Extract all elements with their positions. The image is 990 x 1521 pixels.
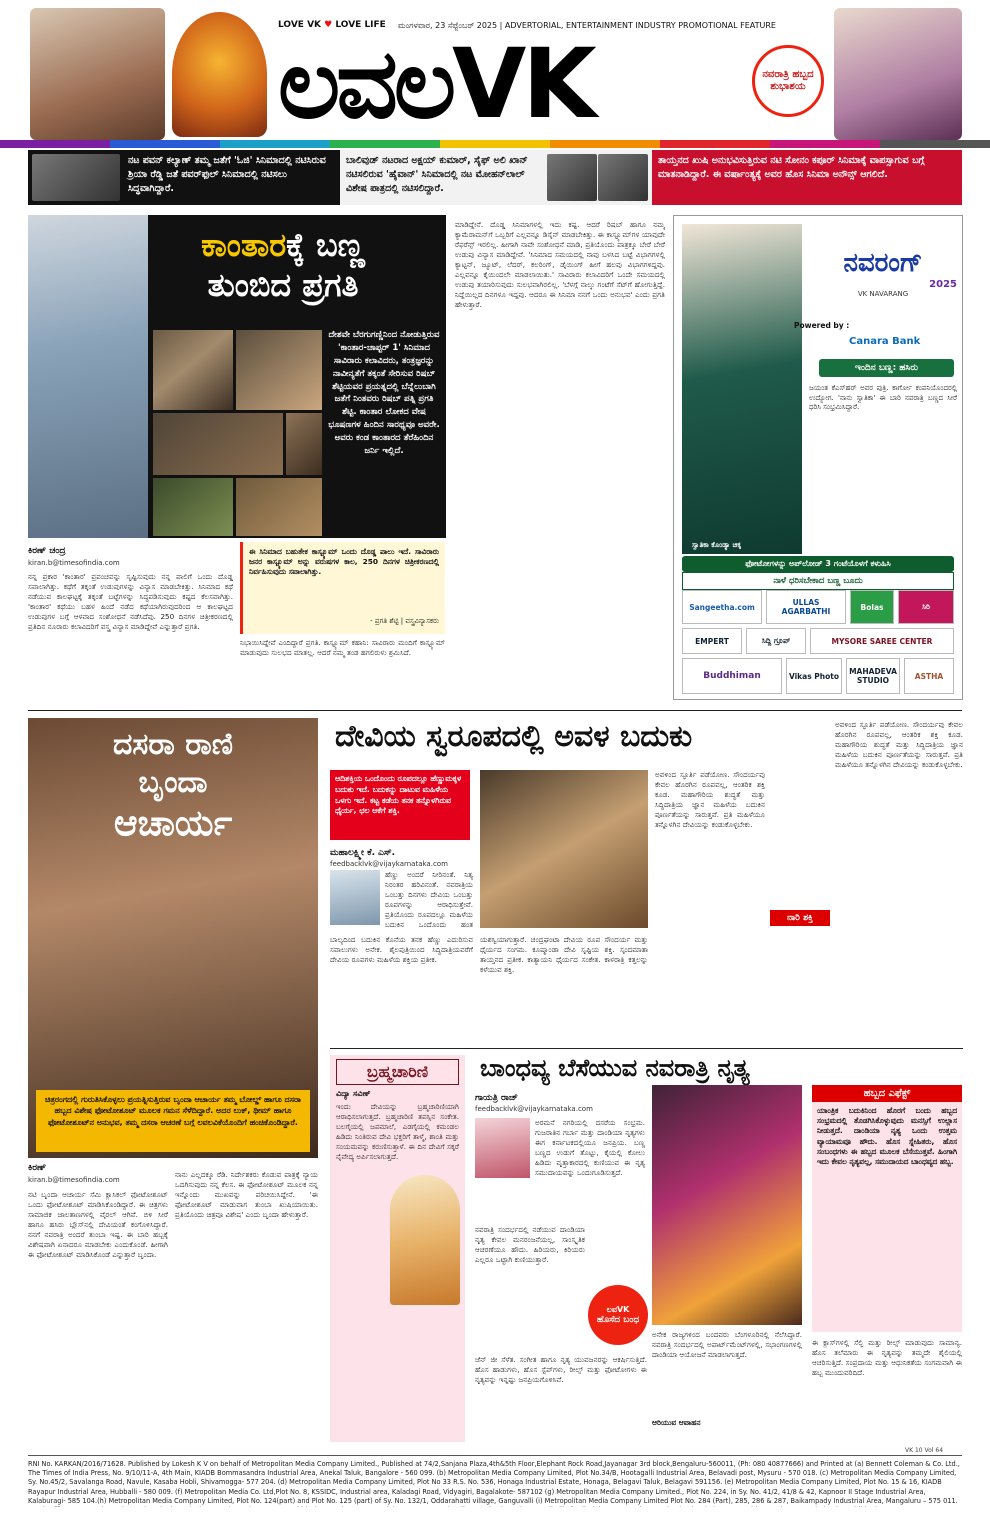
masthead xyxy=(0,0,990,150)
bandhavya-byline: ಗಾಯತ್ರಿ ರಾಜ್ xyxy=(475,1093,518,1103)
teaser-strip xyxy=(28,150,962,205)
devi-photo xyxy=(480,770,648,928)
set-photo xyxy=(236,478,322,536)
color-bar-segment xyxy=(0,140,110,148)
bandhavya-body3: ಜೆನ್ ಜೀ ಸೆಳೆತ. ಸಂಗೀತ ಹಾಗೂ ನೃತ್ಯ ಯುವಜನರನ್ನು ಆಕರ್ಷಿಸುತ್ತಿದೆ. ಹೊಸ ಹಾಡುಗಳು, ಹೊಸ ಸ್ಟೆಪ್‌ಗಳು, ರೀಲ್ಸ್ ಮತ್ತು ಫೋಟೋಗಳು ಈ ನೃತ್ಯವನ್ನು ಇನ್ನಷ್ಟು ಜನಪ್ರಿಯಗೊಳಿಸಿವೆ. xyxy=(475,1355,647,1384)
dasara-caption-box: ಚಿತ್ರರಂಗದಲ್ಲಿ ಗುರುತಿಸಿಕೊಳ್ಳಲು ಪ್ರಯತ್ನಿಸುತ್ತಿರುವ ಬೃಂದಾ ಆಚಾರ್ಯ ತಮ್ಮ ಬೋಲ್ಡ್ ಹಾಗೂ ದಸರಾ ಹಬ್ಬದ ವಿಶೇಷ ಫೋಟೋಶೂಟ್ ಮೂಲಕ ಗಮನ ಸೆಳೆದಿದ್ದಾರೆ. ಅದರ ಲುಕ್, ಥೀಮ್ ಹಾಗೂ ಫೋಟೋಶೂಟ್‌ನ ಅನುಭವ, ತಮ್ಮ ದಸರಾ ಆಚರಣೆ ಬಗ್ಗೆ ಲವಲವಿಕೆಯೊಂದಿಗೆ ಹಂಚಿಕೊಂಡಿದ್ದಾರೆ. xyxy=(36,1090,310,1152)
teaser-3[interactable]: ತಾಯ್ತನದ ಖುಷಿ ಅನುಭವಿಸುತ್ತಿರುವ ನಟಿ ಸೋನಂ ಕಪೂರ್ ಸಿನಿಮಾಕ್ಕೆ ವಾಪಸ್ಸಾಗುವ ಬಗ್ಗೆ ಮಾತನಾಡಿದ್ದಾರೆ. ಈ ವರ್ಷಾಂತ್ಯಕ್ಕೆ ಅವರ ಹೊಸ ಸಿನಿಮಾ ಅನೌನ್ಸ್ ಆಗಲಿದೆ. xyxy=(652,150,962,205)
bandhavya-body2: ನವರಾತ್ರಿ ಸಂದರ್ಭದಲ್ಲಿ ನಡೆಯುವ ದಾಂಡಿಯಾ ನೃತ್ಯ ಕೇವಲ ಮನರಂಜನೆಯಲ್ಲ, ಸಾಂಸ್ಕೃತಿಕ ಆಚರಣೆಯೂ ಹೌದು. ಹಿರಿಯರು, ಕಿರಿಯರು ಎಲ್ಲರೂ ಒಟ್ಟಾಗಿ ಕುಣಿಯುತ್ತಾರೆ. xyxy=(475,1225,585,1264)
set-photo xyxy=(153,413,283,475)
tagline: LOVE VK ♥ LOVE LIFE xyxy=(278,20,386,30)
bandhavya-email: feedbacklvk@vijaykarnataka.com xyxy=(475,1105,593,1113)
kantara-quote-credit: - ಪ್ರಗತಿ ಶೆಟ್ಟಿ | ವಸ್ತ್ರವಿನ್ಯಾಸಕರು xyxy=(370,617,439,625)
brahmacharini-illustration xyxy=(390,1175,460,1305)
durga-illustration xyxy=(172,12,267,137)
kantara-headline: ಕಾಂತಾರಕ್ಕೆ ಬಣ್ಣ ತುಂಬಿದ ಪ್ರಗತಿ xyxy=(201,226,365,304)
bandhavya-body5: ಈ ಕ್ಲಾಸ್‌ಗಳಲ್ಲಿ ಸೆಲ್ಫಿ ಮತ್ತು ರೀಲ್ಸ್ ಮಾಡುವುದು ಸಾಮಾನ್ಯ. ಹೊಸ ತಲೆಮಾರು ಈ ನೃತ್ಯವನ್ನು ತಮ್ಮದೇ ಶೈಲಿಯಲ್ಲಿ ಆಚರಿಸುತ್ತಿದೆ. ಸಂಪ್ರದಾಯ ಮತ್ತು ಆಧುನಿಕತೆಯ ಸಂಗಮವಾಗಿ ಈ ಹಬ್ಬ ಮುಂದುವರಿದಿದೆ. xyxy=(812,1338,962,1377)
divider xyxy=(28,710,962,711)
set-photo xyxy=(153,330,233,410)
model-photo-right xyxy=(834,8,962,140)
kantara-quote-box xyxy=(240,542,445,634)
dasara-photo xyxy=(28,718,318,1158)
color-bar-segment xyxy=(770,140,880,148)
dasara-body2: ನಾನು ಎಲ್ಲದಕ್ಕೂ ರೆಡಿ. ನಿರ್ದೇಶಕರು ಕೊಡುವ ಪಾತ್ರಕ್ಕೆ ನ್ಯಾಯ ಒದಗಿಸುವುದು ನನ್ನ ಕೆಲಸ. ಈ ಫೋಟೋಶೂಟ್ ಮೂಲಕ ನನ್ನ ಇನ್ನೊಂದು ಮುಖವನ್ನು ಪರಿಚಯಿಸಿದ್ದೇನೆ. 'ಈ ಫೋಟೋಶೂಟ್ ಮಾಡುವಾಗ ತುಂಬಾ ಖುಷಿಯಾಯಿತು. ಪ್ರತಿಯೊಂದು ಚಿತ್ರವೂ ವಿಶೇಷ' ಎಂದು ಬೃಂದಾ ಹೇಳುತ್ತಾರೆ. xyxy=(175,1170,318,1219)
kantara-email: kiran.b@timesofindia.com xyxy=(28,559,120,567)
devi-email: feedbacklvk@vijaykarnataka.com xyxy=(330,860,448,868)
logo-text: ಲವಲVK xyxy=(278,28,593,140)
sponsor-logo: Sangeetha.com xyxy=(682,590,762,624)
devi-body1: ಹೆಣ್ಣು ಅಂದರೆ ನೀರಿನಂತೆ. ನಿತ್ಯ ನಿರಂತರ ಹರಿವಿನಂತೆ. ನವರಾತ್ರಿಯ ಒಂಬತ್ತು ದಿನಗಳು ದೇವಿಯ ಒಂಬತ್ತು ರೂಪಗಳನ್ನು ಆರಾಧಿಸುತ್ತೇವೆ. ಪ್ರತಿಯೊಂದು ರೂಪದಲ್ಲೂ ಮಹಿಳೆಯ ಬದುಕಿನ ಒಂದೊಂದು ಹಂತ xyxy=(385,870,473,929)
sponsor-logo: EMPERT xyxy=(682,628,742,654)
ad-description: ಜಯಂತ ಕೆಎಸ್‌ಹರ್ ಅವರ ಪುತ್ರಿ. ಕಾರ್ಗೋ ಕಂಪನಿಯೊಂದರಲ್ಲಿ ಉದ್ಯೋಗ. 'ನಾನು ಸ್ವಾತಿಕಾ' ಈ ಬಾರಿ ನವರಾತ್ರಿ ಬಣ್ಣದ ಸೀರೆ ಧರಿಸಿ ಸಂಭ್ರಮಿಸಿದ್ದಾರೆ. xyxy=(809,384,957,412)
dateline: ಮಂಗಳವಾರ, 23 ಸೆಪ್ಟೆಂಬರ್ 2025 | ADVERTORIAL, ENTERTAINMENT INDUSTRY PROMOTIONAL FEATURE xyxy=(398,21,776,30)
devi-body2: ಬಾಲ್ಯದಿಂದ ಬದುಕಿನ ಕೊನೆಯ ತನಕ ಹೆಣ್ಣು ಎದುರಿಸುವ ಸವಾಲುಗಳು ಅನೇಕ. ಶೈಲಪುತ್ರಿಯಿಂದ ಸಿದ್ಧಿದಾತ್ರಿಯವರೆಗೆ ದೇವಿಯ ರೂಪಗಳು ಮಹಿಳೆಯ ಶಕ್ತಿಯ ಪ್ರತೀಕ. xyxy=(330,935,473,964)
sponsor-logo: Bolas xyxy=(850,590,894,624)
color-bar-segment xyxy=(330,140,440,148)
devi-headline: ದೇವಿಯ ಸ್ವರೂಪದಲ್ಲಿ ಅವಳ ಬದುಕು xyxy=(335,719,693,754)
bandhavya-body4: ಅನೇಕ ರಾಜ್ಯಗಳಿಂದ ಬಂದವರು ಬೆಂಗಳೂರಿನಲ್ಲಿ ನೆಲೆಸಿದ್ದಾರೆ. ನವರಾತ್ರಿ ಸಂದರ್ಭದಲ್ಲಿ ಅಪಾರ್ಟ್‌ಮೆಂಟ್‌ಗಳಲ್ಲಿ, ಸಭಾಂಗಣಗಳಲ್ಲಿ ದಾಂಡಿಯಾ ಆಯೋಜನೆ ಮಾಡಲಾಗುತ್ತದೆ. xyxy=(652,1330,802,1359)
kantara-quote: ಈ ಸಿನಿಮಾದ ಬಹುತೇಕ ಕಾಸ್ಟ್ಯೂಮ್ ಒಂದು ದೊಡ್ಡ ಪಾಲು ಇದೆ. ಸಾವಿರಾರು ಜನರ ಕಾಸ್ಟ್ಯೂಮ್ ಅನ್ನು ವರುಷಗಳ ಕಾಲ, 250 ದಿನಗಳ ಚಿತ್ರೀಕರಣದಲ್ಲಿ ನಿರ್ವಹಿಸುವುದು ಸವಾಲಾಗಿತ್ತು. xyxy=(249,547,439,577)
dasara-email: kiran.b@timesofindia.com xyxy=(28,1176,120,1184)
brahmacharini-title: ಬ್ರಹ್ಮಚಾರಿಣಿ xyxy=(336,1059,459,1085)
set-photo xyxy=(153,478,233,536)
set-photo xyxy=(286,413,322,475)
bandhavya-body1: ಅರಮನೆ ನಗರಿಯಲ್ಲಿ ದಸರೆಯ ಸಂಭ್ರಮ. ಗುಜರಾತಿನ ಗರ್ಬಾ ಮತ್ತು ದಾಂಡಿಯಾ ನೃತ್ಯಗಳು ಈಗ ಕರ್ನಾಟಕದಲ್ಲಿಯೂ ಜನಪ್ರಿಯ. ಬಣ್ಣ ಬಣ್ಣದ ಉಡುಗೆ ತೊಟ್ಟು, ಕೈಯಲ್ಲಿ ಕೋಲು ಹಿಡಿದು ವೃತ್ತಾಕಾರದಲ್ಲಿ ಕುಣಿಯುವ ಈ ನೃತ್ಯ ಸಮುದಾಯವನ್ನು ಒಂದುಗೂಡಿಸುತ್ತದೆ. xyxy=(535,1118,645,1177)
footer-vol: VK 10 Vol 64 xyxy=(905,1447,944,1454)
greeting-badge: ನವರಾತ್ರಿ ಹಬ್ಬದ ಶುಭಾಶಯ xyxy=(752,45,824,117)
ad-banner-upload: ಫೋಟೋಗಳನ್ನು ಅಪ್‌ಲೋಡ್ 3 ಗಂಟೆಯೊಳಗೆ ಕಳುಹಿಸಿ xyxy=(682,556,954,572)
imprint-footer: RNI No. KARKAN/2016/71628. Published by Lokesh K V on behalf of Metropolitan Media Company Limited., Published at 74/2,Sanjana Plaza,4th&5th Floor,Elephant Rock Road,Jayanagar 3rd block,Bengaluru-560011, (Ph: 080 40877666) and Printed at (a) Bennett Coleman & Co. Ltd., The Times of India Press, No. 9/10/11-A, 4th Main, KIADB Bommasandra Industrial Area, Anekal Taluk, Bangalore - 560 099. (b) Metropolitan Media Company Limited, Plot No.34/B, Hootagalli Industrial Area, Belavadi post, Mysuru - 570 018. (c) Metropolitan Media Company Limited, Sy. No.45/2, Savalanga Road, Navule, Kasaba Hobli, Shivamogga- 577 204. (d) Metropolitan Media Company Limited, Plot No 33 R.S. No. 536, Honaga Industrial Estate, Honaga, Belagavi Taluk, Belagavi 591156. (e) Metropolitan Media Company Limited, Plot No. 15 & 16, KIADB Rayapur Industrial Area, Hubballi - 580 009. (f) Metropolitan Media Co. Ltd,Plot No. 8, KSSIDC, Industrial area, Kaladagi Road, Vidyagiri, Bagalakote- 587102 (g) Metropolitan Media Company Limited., Plot No. 224, in Sy. No. 41/2, 41/8 & 42, Kapnoor II Stage Industrial Area, Kalaburagi- 585 104.(h) Metropolitan Media Company Limited, Plot No. 124(part) and Plot No. 125 (part) of Sy. No. 132/1, Oddarahatti village, Ganguvalli (i) Metropolitan Media Company Limited Plot No. 284 (Part), 285, 286 & 287, Baikampady Industrial Area, Mangaluru – 575 011. xyxy=(28,1455,962,1507)
teaser-thumb xyxy=(598,154,648,201)
sponsor-logo: MAHADEVA STUDIO xyxy=(846,658,900,694)
brahmacharini-body: ಇಂದು ದೇವಿಯನ್ನು ಬ್ರಹ್ಮಚಾರಿಣಿಯಾಗಿ ಆರಾಧಿಸಲಾಗುತ್ತದೆ. ಬ್ರಹ್ಮಚಾರಿಣಿ ತಪಸ್ಸಿನ ಸಂಕೇತ. ಬಲಗೈಯಲ್ಲಿ ಜಪಮಾಲೆ, ಎಡಗೈಯಲ್ಲಿ ಕಮಂಡಲ ಹಿಡಿದು ನಿಂತಿರುವ ದೇವಿ ಭಕ್ತರಿಗೆ ತಾಳ್ಮೆ, ಶಾಂತಿ ಮತ್ತು ಸಂಯಮವನ್ನು ಕರುಣಿಸುತ್ತಾಳೆ. ಈ ದಿನ ದೇವಿಗೆ ಸಕ್ಕರೆ ನೈವೇದ್ಯ ಅರ್ಪಿಸಲಾಗುತ್ತದೆ. xyxy=(336,1102,459,1161)
habbada-effect-box: ಯಾಂತ್ರಿಕ ಬದುಕಿನಿಂದ ಹೊರಗೆ ಬಂದು ಹಬ್ಬದ ಸಂಭ್ರಮದಲ್ಲಿ ತೊಡಗಿಸಿಕೊಳ್ಳುವುದು ಮನಸ್ಸಿಗೆ ಉಲ್ಲಾಸ ನೀಡುತ್ತದೆ. ದಾಂಡಿಯಾ ನೃತ್ಯ ಒಂದು ಉತ್ತಮ ವ್ಯಾಯಾಮವೂ ಹೌದು. ಹೊಸ ಸ್ನೇಹಿತರು, ಹೊಸ ಸಂಬಂಧಗಳು ಈ ಹಬ್ಬದ ಮೂಲಕ ಬೆಸೆಯುತ್ತವೆ. ಹಿಂಗಾಗಿ ಇದು ಕೇವಲ ನೃತ್ಯವಲ್ಲ, ಸಮುದಾಯದ ಬಾಂಧವ್ಯದ ಹಬ್ಬ. xyxy=(812,1102,962,1332)
color-bar-segment xyxy=(440,140,550,148)
sponsor-logo: ಸಿದ್ದಿ ಗ್ರೂಪ್ xyxy=(746,628,806,654)
teaser-thumb xyxy=(32,154,120,201)
ad-model-name: ಸ್ವಾತಿಕಾ ಕೊಂಡ್ಯಾ ಚಿಕ್ಕ xyxy=(692,541,742,549)
brahmacharini-byline: ವಿದ್ಯಾ ಸವಿಣ್ xyxy=(336,1089,371,1098)
teaser-1[interactable]: ನಟ ಪವನ್ ಕಲ್ಯಾಣ್ ತಮ್ಮ ಜತೆಗೆ 'ಓಜಿ' ಸಿನಿಮಾದಲ್ಲಿ ನಟಿಸಿರುವ ಶ್ರಿಯಾ ರೆಡ್ಡಿ ಜತೆ ಪವರ್‌ಫುಲ್ ಸಿನಿಮಾದಲ್ಲಿ ನಟಿಸಲು ಸಿದ್ಧವಾಗಿದ್ದಾರೆ. xyxy=(28,150,340,205)
dasara-headline: ದಸರಾ ರಾಣಿ ಬೃಂದಾ ಆಚಾರ್ಯ xyxy=(113,727,233,844)
canara-bank-logo: Canara Bank xyxy=(849,336,921,347)
sponsor-logo: Buddhiman xyxy=(682,658,782,694)
color-bar-segment xyxy=(550,140,660,148)
color-bar-segment xyxy=(880,140,990,148)
powered-by: Powered by : xyxy=(794,321,850,330)
sponsor-logo: ASTHA xyxy=(904,658,954,694)
sponsor-logo: MYSORE SAREE CENTER xyxy=(810,628,954,654)
dasara-body1: ನಟಿ ಬೃಂದಾ ಆಚಾರ್ಯ ಸೆಮಿ ಕ್ಲಾಸಿಕಲ್ ಫೋಟೋಶೂಟ್ ಒಂದು ಫೋಟೋಶೂಟ್ ಮಾಡಿಸಿಕೊಂಡಿದ್ದಾರೆ. ಈ ಚಿತ್ರಗಳು ಸಾಮಾಜಿಕ ಜಾಲತಾಣಗಳಲ್ಲಿ ವೈರಲ್ ಆಗಿವೆ. ಬಿಳಿ ಸೀರೆ ಹಾಗೂ ಹಸಿರು ಬ್ಲೌಸ್‌ನಲ್ಲಿ ದೇವಿಯಂತೆ ಕಂಗೊಳಿಸಿದ್ದಾರೆ. ನನಗೆ ನವರಾತ್ರಿ ಅಂದರೆ ತುಂಬಾ ಇಷ್ಟ. ಈ ಬಾರಿ ಹಬ್ಬಕ್ಕೆ ವಿಶೇಷವಾಗಿ ಏನಾದರೂ ಮಾಡಬೇಕು ಎಂದುಕೊಂಡೆ. ಹೀಗಾಗಿ ಈ ಫೋಟೋಶೂಟ್ ಮಾಡಿಸಿಕೊಂಡೆ ಎನ್ನುತ್ತಾರೆ ಬೃಂದಾ. xyxy=(28,1190,168,1259)
dandiya-photo xyxy=(652,1085,802,1325)
color-of-day: ಇಂದಿನ ಬಣ್ಣ: ಹಸಿರು xyxy=(819,359,954,377)
brahmacharini-box xyxy=(330,1055,465,1442)
teaser-2[interactable]: ಬಾಲಿವುಡ್ ನಟರಾದ ಅಕ್ಷಯ್ ಕುಮಾರ್, ಸೈಫ್ ಅಲಿ ಖಾನ್ ನಟಿಸಲಿರುವ 'ಹೈವಾನ್' ಸಿನಿಮಾದಲ್ಲಿ ನಟ ಮೋಹನ್‌ಲಾಲ್ ವಿಶೇಷ ಪಾತ್ರದಲ್ಲಿ ನಟಿಸಲಿದ್ದಾರೆ. xyxy=(340,150,652,205)
habbada-effect-label: ಹಬ್ಬದ ಎಫೆಕ್ಟ್ xyxy=(812,1085,962,1102)
devi-body4: ಅವಳಿಂದ ಸ್ಫೂರ್ತಿ ಪಡೆಯೋಣ. ಸೌಂದರ್ಯವು ಕೇವಲ ಹೊರಗಿನ ರೂಪವಲ್ಲ, ಆಂತರಿಕ ಶಕ್ತಿ ಕೂಡ. ಮಹಾಗೌರಿಯ ಶುದ್ಧತೆ ಮತ್ತು ಸಿದ್ಧಿದಾತ್ರಿಯ ಜ್ಞಾನ ಮಹಿಳೆಯ ಬದುಕಿನ ಪೂರ್ಣತೆಯನ್ನು ಸಾರುತ್ತವೆ. ಪ್ರತಿ ಮಹಿಳೆಯೂ ತನ್ನೊಳಗಿನ ದೇವಿಯನ್ನು ಕಂಡುಕೊಳ್ಳಬೇಕು. xyxy=(655,770,765,829)
divider xyxy=(330,1048,963,1049)
navarang-ad[interactable] xyxy=(673,215,963,700)
color-bar-segment xyxy=(660,140,770,148)
devi-body3: ಯಶಸ್ವಿಯಾಗುತ್ತಾರೆ. ಚಂದ್ರಘಂಟಾ ದೇವಿಯ ರೂಪ ಸೌಂದರ್ಯ ಮತ್ತು ಧೈರ್ಯದ ಸಂಗಮ. ಕೂಷ್ಮಾಂಡಾ ದೇವಿ ಸೃಷ್ಟಿಯ ಶಕ್ತಿ. ಸ್ಕಂದಮಾತಾ ತಾಯ್ತನದ ಪ್ರತೀಕ. ಕಾತ್ಯಾಯನಿ ಧೈರ್ಯದ ಸಂಕೇತ. ಕಾಳರಾತ್ರಿ ಕತ್ತಲನ್ನು ಕಳೆಯುವ ಶಕ್ತಿ. xyxy=(480,935,648,974)
kantara-feature xyxy=(28,215,446,538)
kantara-byline: ಕಿರಣ್ ಚಂದ್ರ xyxy=(28,546,66,556)
devi-lead-box: ಆದಿಶಕ್ತಿಯ ಒಂದೊಂದು ರೂಪದಲ್ಲೂ ಹೆಣ್ಣುಮಕ್ಕಳ ಬದುಕು ಇದೆ. ಬದುಕನ್ನು ದಾಟುವ ಮಹಿಳೆಯ ಒಳಗು ಇದೆ. ಕಟ್ಟ ಕಡೆಯ ತನಕ ತನ್ನೊಳಗಿರುವ ಧೈರ್ಯ, ಛಲ ಆಕೆಗೆ ಶಕ್ತಿ. xyxy=(330,770,470,840)
logo xyxy=(278,14,776,140)
teaser-thumb xyxy=(547,154,597,201)
model-photo-left xyxy=(30,8,165,140)
ad-banner-tomorrow: ನಾಳೆ ಧರಿಸಬೇಕಾದ ಬಣ್ಣ ಬೂದು xyxy=(682,572,954,590)
devi-body5: ಅವಳಿಂದ ಸ್ಫೂರ್ತಿ ಪಡೆಯೋಣ. ಸೌಂದರ್ಯವು ಕೇವಲ ಹೊರಗಿನ ರೂಪವಲ್ಲ, ಆಂತರಿಕ ಶಕ್ತಿ ಕೂಡ. ಮಹಾಗೌರಿಯ ಶುದ್ಧತೆ ಮತ್ತು ಸಿದ್ಧಿದಾತ್ರಿಯ ಜ್ಞಾನ ಮಹಿಳೆಯ ಬದುಕಿನ ಪೂರ್ಣತೆಯನ್ನು ಸಾರುತ್ತವೆ. ಪ್ರತಿ ಮಹಿಳೆಯೂ ತನ್ನೊಳಗಿನ ದೇವಿಯನ್ನು ಕಂಡುಕೊಳ್ಳಬೇಕು. xyxy=(835,720,963,769)
devi-byline: ಮಹಾಲಕ್ಷ್ಮೀ ಕೆ. ಎಸ್. xyxy=(330,848,396,858)
color-bar-segment xyxy=(220,140,330,148)
bandhavya-author-photo xyxy=(475,1118,530,1178)
bandhavya-credit: ಆರಿಯುವ ಆವಾಹನ xyxy=(652,1418,701,1427)
devi-author-photo xyxy=(330,870,380,925)
dasara-byline: ಕಿರಣ್ xyxy=(28,1163,47,1173)
set-photo xyxy=(236,330,322,410)
hosedha-bandha-logo: ಲವVK ಹೊಸೆದ ಬಂಧ xyxy=(588,1285,648,1345)
kantara-col2: ನಿಭಾಯಿಸಿದ್ದೇವೆ ಎಂದಿದ್ದಾರೆ ಪ್ರಗತಿ. ಕಾಸ್ಟ್ಯೂಮ್ ಕಹಾನಿ: ಸಾವಿರಾರು ಮಂದಿಗೆ ಕಾಸ್ಟ್ಯೂಮ್ ಮಾಡುವುದು ಸುಲಭದ ಮಾತಲ್ಲ. ಆದರೆ ನಮ್ಮ ತಂಡ ಹಗಲಿರುಳು ಶ್ರಮಿಸಿದೆ. xyxy=(240,638,445,657)
color-bar-segment xyxy=(110,140,220,148)
ad-model-photo xyxy=(682,224,802,554)
kantara-col3: ಮಾಡಿದ್ದೇನೆ. ದೊಡ್ಡ ಸಿನಿಮಾಗಳಲ್ಲಿ ಇದು ಕಷ್ಟ. ಆದರೆ ರಿಷಬ್ ಹಾಗೂ ನಮ್ಮ ಕ್ಯಾಮೆರಾಮನ್‌ಗೆ ಒಬ್ಬರಿಗೆ ಎಲ್ಲವನ್ನೂ ಡಿಸೈನ್ ಮಾಡಬೇಕಿತ್ತು. ಈ ಕಾಸ್ಟ್ಯೂಮ್‌ಗಳ ಯಾವುದೇ ರೆಫರೆನ್ಸ್ ಇರಲಿಲ್ಲ. ಹೀಗಾಗಿ ನಾವೇ ಸಂಶೋಧನೆ ಮಾಡಿ, ಪ್ರತಿಯೊಂದು ಪಾತ್ರಕ್ಕೂ ಬೇರೆ ಬೇರೆ ಉಡುಪು ವಿನ್ಯಾಸ ಮಾಡಿದ್ದೇವೆ. 'ಸಿನಿಮಾದ ಸಮಯದಲ್ಲಿ ನಾವು ಬಳಸಿದ ಬಟ್ಟೆ ವಿಭಾಗಗಳಲ್ಲಿ ಕ್ಯಾಟ್ಟನ್, ಜ್ಯೂಟ್, ಲೆದರ್, ಕಲರಿಂಗ್, ಡೈಯಿಂಗ್ ಹೀಗೆ ಹಲವು ವಿಭಾಗಗಳಿದ್ದವು. ಎಲ್ಲವನ್ನೂ ಕೈಯಿಂದಲೇ ಮಾಡಲಾಯಿತು.' ಸಾವಿರಾರು ಕಲಾವಿದರಿಗೆ ಒಂದೇ ಸಮಯದಲ್ಲಿ ಉಡುಪು ತಯಾರಿಸುವುದು ಸುಲಭವಾಗಿರಲಿಲ್ಲ. 'ಬೆಳಗ್ಗೆ ನಾಲ್ಕು ಗಂಟೆಗೆ ಸೆಟ್‌ಗೆ ಹೋಗುತ್ತಿದ್ದೆ. ನಿದ್ದೆಯಿಲ್ಲದ ದಿನಗಳೂ ಇದ್ದವು. ಆದರೂ ಈ ಸಿನಿಮಾ ನನಗೆ ಒಂದು ಅನುಭವ' ಎಂದು ಪ್ರಗತಿ ಹೇಳುತ್ತಾರೆ. xyxy=(455,220,665,309)
color-bar xyxy=(0,140,990,148)
sponsor-logo: ಸಿರಿ xyxy=(898,590,954,624)
sponsor-logo: Vikas Photo xyxy=(786,658,842,694)
kantara-summary: ದೇಶವೇ ಬೆರಗುಗಣ್ಣಿನಿಂದ ನೋಡುತ್ತಿರುವ 'ಕಾಂತಾರ-ಚಾಪ್ಟರ್ 1' ಸಿನಿಮಾದ ಸಾವಿರಾರು ಕಲಾವಿದರು, ತಂತ್ರಜ್ಞರನ್ನು ನಾವೀನ್ಯತೆಗೆ ತಕ್ಕಂತೆ ಸೇರಿಸುವ ರಿಷಬ್ ಶೆಟ್ಟಿಯವರ ಪ್ರಯತ್ನದಲ್ಲಿ ಬೆನ್ನೆಲುಬಾಗಿ ಜತೆಗೆ ನಿಂತವರು ರಿಷಬ್ ಪತ್ನಿ ಪ್ರಗತಿ ಶೆಟ್ಟಿ. ಕಾಂತಾರ ಲೋಕದ ವೇಷ ಭೂಷಣಗಳ ಹಿಂದಿನ ಸಾರಥ್ಯವೂ ಅವರೇ. ಅವರು ಕಂಡ ಕಾಂತಾರದ ತೆರೆಹಿಂದಿನ ಜರ್ನಿ ಇಲ್ಲಿದೆ. xyxy=(328,330,440,457)
navarang-logo: ನವರಂಗ್ 2025 VK NAVARANG xyxy=(843,248,957,298)
heart-icon: ♥ xyxy=(324,20,333,30)
bandhavya-headline: ಬಾಂಧವ್ಯ ಬೆಸೆಯುವ ನವರಾತ್ರಿ ನೃತ್ಯ xyxy=(480,1054,750,1082)
nari-shakti-label: ನಾರಿ ಶಕ್ತಿ xyxy=(770,910,830,926)
kantara-col1: ನನ್ನ ಪ್ರಕಾರ 'ಕಾಂತಾರ' ಪ್ರಪಂಚವನ್ನು ಸೃಷ್ಟಿಸುವುದು ನನ್ನ ಪಾಲಿಗೆ ಒಂದು ದೊಡ್ಡ ಸವಾಲಾಗಿತ್ತು. ಕಥೆಗೆ ತಕ್ಕಂತೆ ಉಡುಪುಗಳನ್ನು ವಿನ್ಯಾಸ ಮಾಡಬೇಕಿತ್ತು. ಸಿನಿಮಾದ ಕಥೆ ನಡೆಯುವ ಕಾಲಘಟ್ಟಕ್ಕೆ ತಕ್ಕಂತೆ ಬಟ್ಟೆಗಳನ್ನು ಸಿದ್ಧಪಡಿಸುವುದು ಕಷ್ಟದ ಕೆಲಸವಾಗಿತ್ತು. 'ಕಾಂತಾರ' ಕಥೆಯು ಬಹಳ ಹಿಂದೆ ನಡೆದ ಕಥೆಯಾಗಿರುವುದರಿಂದ ಆ ಕಾಲಘಟ್ಟದ ಉಡುಪುಗಳ ಬಗ್ಗೆ ಆಳವಾದ ಸಂಶೋಧನೆ ನಡೆಸಿದೆವು. 250 ದಿನಗಳ ಚಿತ್ರೀಕರಣದಲ್ಲಿ ಪ್ರತಿದಿನ ನೂರಾರು ಕಲಾವಿದರಿಗೆ ವಸ್ತ್ರ ವಿನ್ಯಾಸ ಮಾಡಿದ್ದೇವೆ ಎನ್ನುತ್ತಾರೆ ಪ್ರಗತಿ. xyxy=(28,572,233,631)
sponsor-logo: ULLAS AGARBATHI xyxy=(766,590,846,624)
